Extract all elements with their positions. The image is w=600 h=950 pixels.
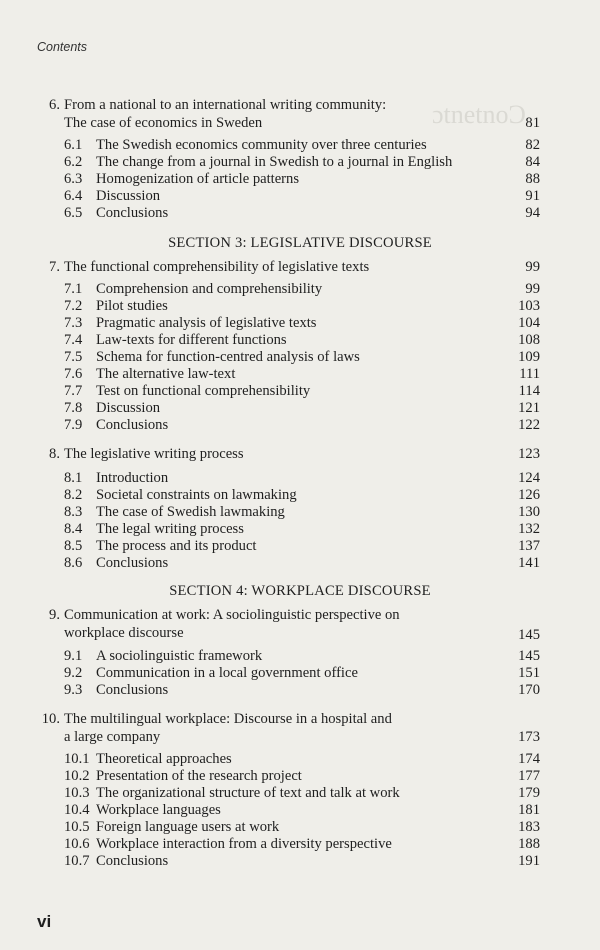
section-title: Discussion <box>96 188 161 204</box>
section-title: The process and its product <box>96 538 257 554</box>
page-folio: vi <box>37 912 52 931</box>
page-number: 137 <box>518 538 540 554</box>
section-title: The Swedish economics community over three centuries <box>96 137 427 153</box>
section-number: 6.2 <box>64 154 83 170</box>
section-title: Theoretical approaches <box>96 751 232 767</box>
page-number: 181 <box>518 802 540 818</box>
chapter-number: 8. <box>49 446 60 462</box>
section-title: A sociolinguistic framework <box>96 648 263 664</box>
section-title: The legal writing process <box>96 521 244 537</box>
section-number: 10.2 <box>64 768 90 784</box>
page-number: 94 <box>525 205 540 221</box>
section-number: 7.6 <box>64 366 83 382</box>
chapter-title: The legislative writing process <box>64 446 244 462</box>
page-number: 121 <box>518 400 540 416</box>
section-title: Conclusions <box>96 205 169 221</box>
section-number: 7.7 <box>64 383 83 399</box>
section-number: 9.1 <box>64 648 83 664</box>
section-number: 9.3 <box>64 682 83 698</box>
chapter-number: 7. <box>49 259 60 275</box>
page-number: 191 <box>518 853 540 869</box>
section-title: Homogenization of article patterns <box>96 171 300 187</box>
section-title: Workplace languages <box>96 802 221 818</box>
section-number: 8.6 <box>64 555 83 571</box>
section-number: 10.3 <box>64 785 90 801</box>
section-number: 10.7 <box>64 853 90 869</box>
section-number: 8.4 <box>64 521 83 537</box>
section-number: 7.5 <box>64 349 83 365</box>
section-title: Schema for function-centred analysis of laws <box>96 349 360 365</box>
section-title: Law-texts for different functions <box>96 332 287 348</box>
section-title: The organizational structure of text and talk at work <box>96 785 400 801</box>
section-number: 8.2 <box>64 487 83 503</box>
section-title: Communication in a local government office <box>96 665 358 681</box>
chapter-title: The multilingual workplace: Discourse in a hospital and <box>64 711 392 727</box>
page-number: 99 <box>525 281 540 297</box>
section-number: 7.3 <box>64 315 83 331</box>
page-number: 130 <box>518 504 540 520</box>
page-number: 103 <box>518 298 540 314</box>
page-number: 111 <box>519 366 540 382</box>
section-number: 6.3 <box>64 171 83 187</box>
page-number: 88 <box>525 171 540 187</box>
section-number: 7.4 <box>64 332 83 348</box>
page-number: 132 <box>518 521 540 537</box>
page-number: 109 <box>518 349 540 365</box>
section-title: Pragmatic analysis of legislative texts <box>96 315 317 331</box>
page-number: 151 <box>518 665 540 681</box>
section-title: Test on functional comprehensibility <box>96 383 311 399</box>
section-3-heading: SECTION 3: LEGISLATIVE DISCOURSE <box>168 235 432 251</box>
chapter-title: The functional comprehensibility of legislative texts <box>64 259 370 275</box>
page-number: 122 <box>518 417 540 433</box>
page-number: 177 <box>518 768 540 784</box>
section-title: Conclusions <box>96 853 169 869</box>
section-number: 7.1 <box>64 281 83 297</box>
section-title: The alternative law-text <box>96 366 236 382</box>
section-number: 8.5 <box>64 538 83 554</box>
section-4-heading: SECTION 4: WORKPLACE DISCOURSE <box>169 583 431 599</box>
section-number: 10.4 <box>64 802 90 818</box>
chapter-number: 9. <box>49 607 60 623</box>
chapter-number: 10. <box>41 711 60 727</box>
page-number: 81 <box>525 115 540 131</box>
chapter-title: a large company <box>64 729 161 745</box>
section-number: 8.3 <box>64 504 83 520</box>
section-title: Workplace interaction from a diversity perspective <box>96 836 392 852</box>
section-title: Conclusions <box>96 417 169 433</box>
page-number: 145 <box>518 627 540 643</box>
section-title: Foreign language users at work <box>96 819 280 835</box>
page-number: 124 <box>518 470 540 486</box>
page-number: 82 <box>525 137 540 153</box>
page-number: 141 <box>518 555 540 571</box>
section-title: The case of Swedish lawmaking <box>96 504 285 520</box>
page-number: 123 <box>518 446 540 462</box>
page-number: 188 <box>518 836 540 852</box>
chapter-title: The case of economics in Sweden <box>64 115 263 131</box>
chapter-title: Communication at work: A sociolinguistic perspective on <box>64 607 400 623</box>
page-number: 104 <box>518 315 540 331</box>
page-number: 84 <box>525 154 540 170</box>
section-number: 6.1 <box>64 137 83 153</box>
section-title: Pilot studies <box>96 298 168 314</box>
section-number: 10.6 <box>64 836 90 852</box>
section-number: 6.5 <box>64 205 83 221</box>
section-number: 10.5 <box>64 819 90 835</box>
section-number: 6.4 <box>64 188 83 204</box>
section-title: Conclusions <box>96 555 169 571</box>
page-number: 114 <box>518 383 540 399</box>
section-title: Presentation of the research project <box>96 768 302 784</box>
chapter-number: 6. <box>49 97 60 113</box>
page-number: 145 <box>518 648 540 664</box>
section-title: Introduction <box>96 470 169 486</box>
section-number: 9.2 <box>64 665 83 681</box>
section-title: The change from a journal in Swedish to a journal in English <box>96 154 453 170</box>
running-header: Contents <box>37 40 88 54</box>
page-number: 173 <box>518 729 540 745</box>
section-number: 10.1 <box>64 751 90 767</box>
section-number: 7.2 <box>64 298 83 314</box>
chapter-title: From a national to an international writing community: <box>64 97 387 113</box>
page-number: 126 <box>518 487 540 503</box>
page-number: 108 <box>518 332 540 348</box>
page-number: 179 <box>518 785 540 801</box>
section-title: Comprehension and comprehensibility <box>96 281 323 297</box>
page-number: 183 <box>518 819 540 835</box>
section-title: Discussion <box>96 400 161 416</box>
chapter-title: workplace discourse <box>64 625 184 641</box>
section-title: Conclusions <box>96 682 169 698</box>
page-number: 91 <box>525 188 540 204</box>
section-number: 7.9 <box>64 417 83 433</box>
page-number: 174 <box>518 751 540 767</box>
bleed-through-title: ɔtnetnoƆ <box>432 100 526 129</box>
page-number: 99 <box>525 259 540 275</box>
section-number: 7.8 <box>64 400 83 416</box>
section-number: 8.1 <box>64 470 83 486</box>
page-number: 170 <box>518 682 540 698</box>
section-title: Societal constraints on lawmaking <box>96 487 297 503</box>
